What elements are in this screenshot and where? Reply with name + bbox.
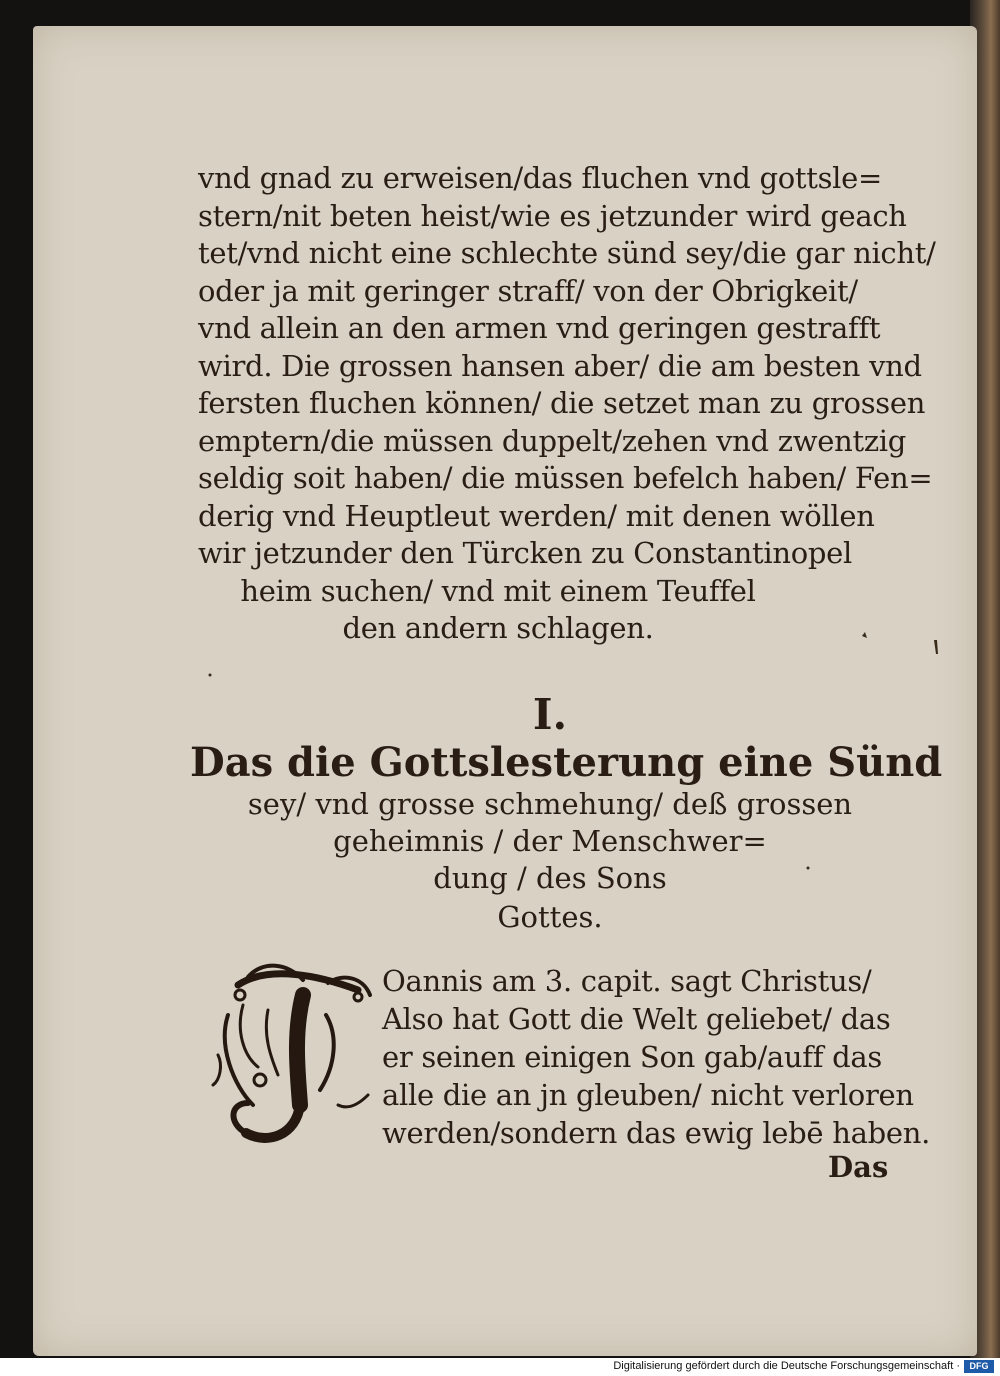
text-line: vnd gnad zu erweisen/das fluchen vnd gottsle= bbox=[198, 161, 883, 195]
speck bbox=[807, 867, 810, 870]
text-line: er seinen einigen Son gab/auff das bbox=[382, 1040, 882, 1074]
catchword: Das bbox=[828, 1150, 889, 1184]
text-line: werden/sondern das ewig lebē haben. bbox=[382, 1116, 930, 1150]
text-line: alle die an jn gleuben/ nicht verloren bbox=[382, 1078, 914, 1112]
text-line: emptern/die müssen duppelt/zehen vnd zwentzig bbox=[198, 423, 907, 458]
speck bbox=[934, 640, 938, 654]
text-line: tet/vnd nicht eine schlechte sünd sey/die gar nicht/ bbox=[198, 236, 936, 270]
text-line: Also hat Gott die Welt geliebet/ das bbox=[382, 1002, 891, 1036]
heading-line: Gottes. bbox=[497, 900, 603, 934]
heading-line: sey/ vnd grosse schmehung/ deß grossen bbox=[247, 787, 853, 821]
text-line: den andern schlagen. bbox=[342, 611, 654, 645]
heading-line: Das die Gottslesterung eine Sünd bbox=[190, 739, 943, 786]
heading-line: geheimnis / der Menschwer= bbox=[333, 824, 767, 858]
text-line: seldig soit haben/ die müssen befelch haben/ Fen= bbox=[198, 461, 933, 495]
text-line: Oannis am 3. capit. sagt Christus/ bbox=[382, 964, 872, 998]
text-line: vnd allein an den armen vnd geringen gestrafft bbox=[198, 311, 881, 345]
text-line: derig vnd Heuptleut werden/ mit denen wöllen bbox=[198, 498, 875, 533]
heading-line: dung / des Sons bbox=[433, 861, 667, 895]
text-line: wird. Die grossen hansen aber/ die am besten vnd bbox=[198, 348, 922, 383]
text-line: wir jetzunder den Türcken zu Constantinopel bbox=[198, 536, 852, 570]
dfg-logo-icon: DFG bbox=[964, 1360, 994, 1373]
speck bbox=[209, 674, 212, 677]
footer-credit: Digitalisierung gefördert durch die Deutsche Forschungsgemeinschaft · bbox=[613, 1360, 960, 1372]
chapter-number: I. bbox=[532, 690, 568, 739]
text-line: oder ja mit geringer straff/ von der Obrigkeit/ bbox=[198, 273, 858, 308]
text-line: stern/nit beten heist/wie es jetzunder wird geach bbox=[198, 198, 907, 233]
text-line: heim suchen/ vnd mit einem Teuffel bbox=[240, 573, 756, 608]
speck bbox=[862, 632, 867, 638]
text-line: fersten fluchen können/ die setzet man zu grossen bbox=[198, 386, 926, 420]
